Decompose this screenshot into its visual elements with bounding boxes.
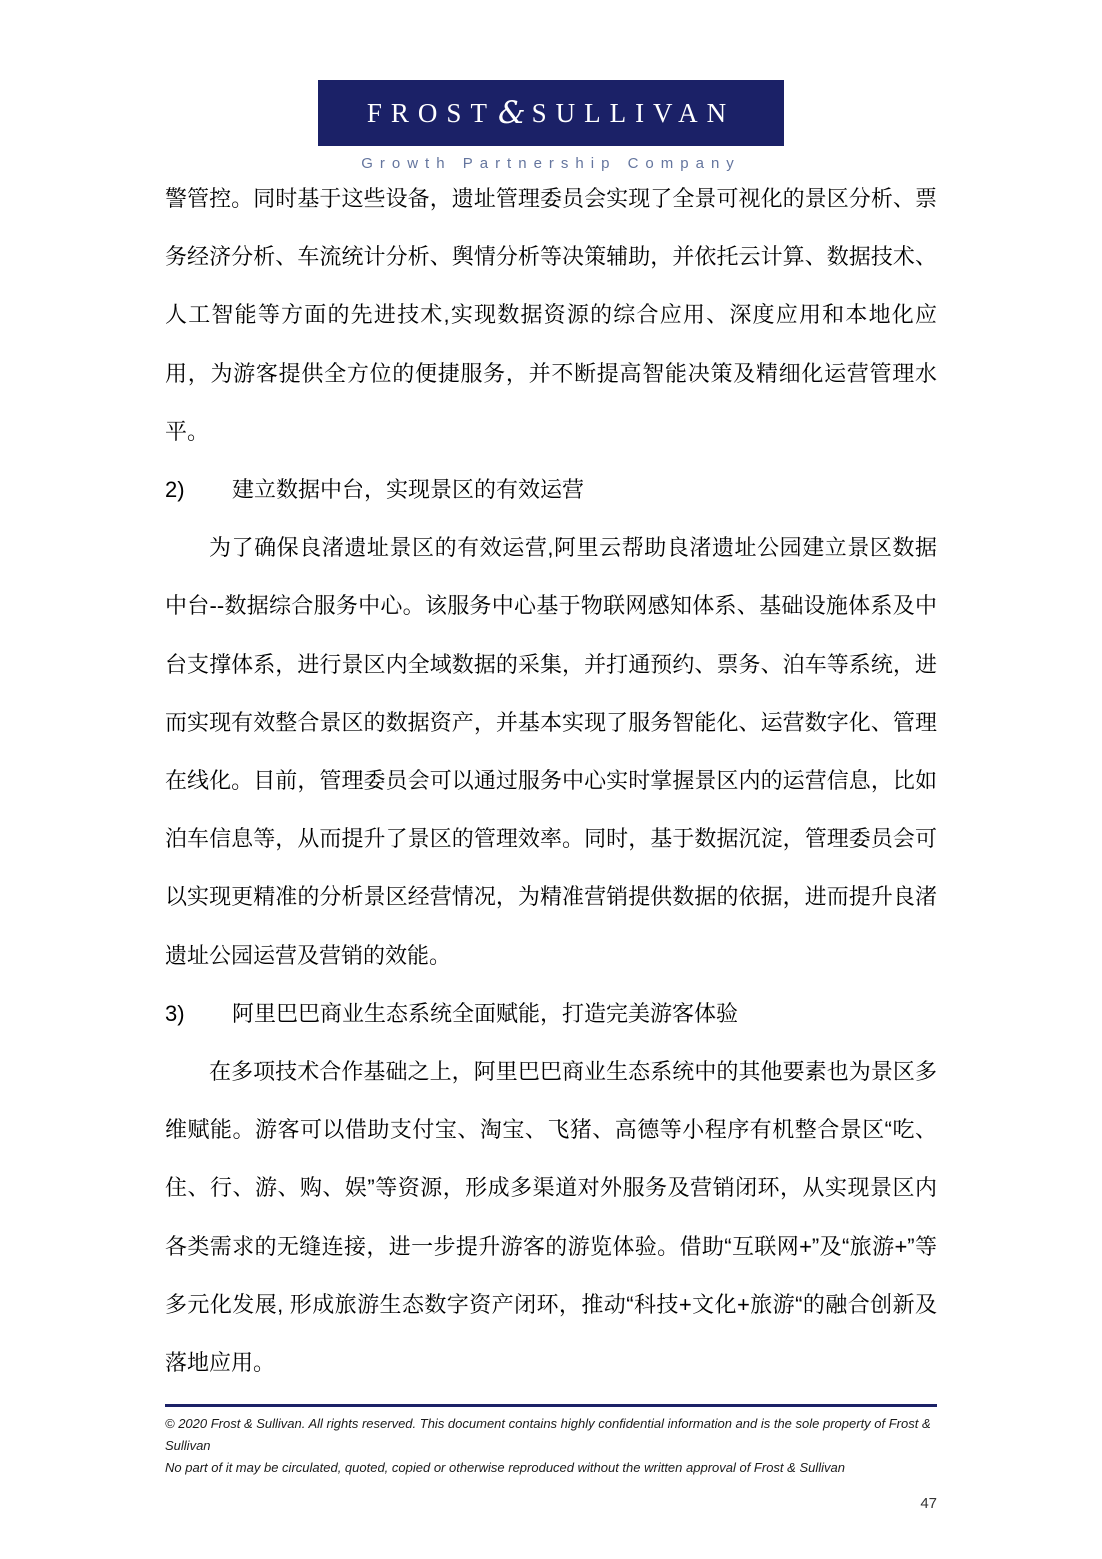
document-footer (165, 1404, 937, 1512)
page-number: 47 (920, 1495, 937, 1512)
body-paragraph-1: 警管控。同时基于这些设备，遗址管理委员会实现了全景可视化的景区分析、票务经济分析、车流统计分析、舆情分析等决策辅助，并依托云计算、数据技术、人工智能等方面的先进技术,实现数据资源的综合应用、深度应用和本地化应用，为游客提供全方位的便捷服务，并不断提高智能决策及精细化运营管理水平。 (165, 186, 937, 444)
body-paragraph-2: 为了确保良渚遗址景区的有效运营,阿里云帮助良渚遗址公园建立景区数据中台--数据综合服务中心。该服务中心基于物联网感知体系、基础设施体系及中台支撑体系，进行景区内全域数据的采集，并打通预约、票务、泊车等系统，进而实现有效整合景区的数据资产，并基本实现了服务智能化、运营数字化、管理在线化。目前，管理委员会可以通过服务中心实时掌握景区内的运营信息，比如泊车信息等，从而提升了景区的管理效率。同时，基于数据沉淀，管理委员会可以实现更精准的分析景区经营情况，为精准营销提供数据的依据，进而提升良渚遗址公园运营及营销的效能。 (165, 535, 937, 968)
logo-ampersand-icon: & (497, 95, 526, 131)
frost-sullivan-logo (0, 80, 1102, 172)
section-heading-3 (165, 985, 937, 1043)
logo-word-frost: FROST (366, 97, 496, 128)
section-heading-2 (165, 461, 937, 519)
logo-tagline: Growth Partnership Company (361, 155, 741, 172)
document-body (165, 170, 937, 1392)
body-paragraph-3: 在多项技术合作基础之上，阿里巴巴商业生态系统中的其他要素也为景区多维赋能。游客可以借助支付宝、淘宝、飞猪、高德等小程序有机整合景区“吃、住、行、游、购、娱”等资源，形成多渠道对外服务及营销闭环，从实现景区内各类需求的无缝连接，进一步提升游客的游览体验。借助“互联网+”及“旅游+”等多元化发展, 形成旅游生态数字资产闭环，推动“科技+文化+旅游“的融合创新及落地应用。 (165, 1059, 937, 1376)
logo-box (318, 80, 784, 146)
footer-copyright-line-1: © 2020 Frost & Sullivan. All rights reserved. This document contains highly confidential information and is the sole property of Frost & Sullivan (165, 1416, 931, 1453)
section-heading-2-number: 2) (165, 477, 185, 503)
footer-copyright-line-2: No part of it may be circulated, quoted, copied or otherwise reproduced without the written approval of Frost & Sullivan (165, 1460, 845, 1475)
logo-word-sullivan: SULLIVAN (531, 97, 736, 128)
section-heading-3-title: 阿里巴巴商业生态系统全面赋能，打造完美游客体验 (232, 1000, 739, 1026)
section-heading-3-number: 3) (165, 1000, 185, 1026)
section-heading-2-title: 建立数据中台，实现景区的有效运营 (232, 477, 585, 503)
